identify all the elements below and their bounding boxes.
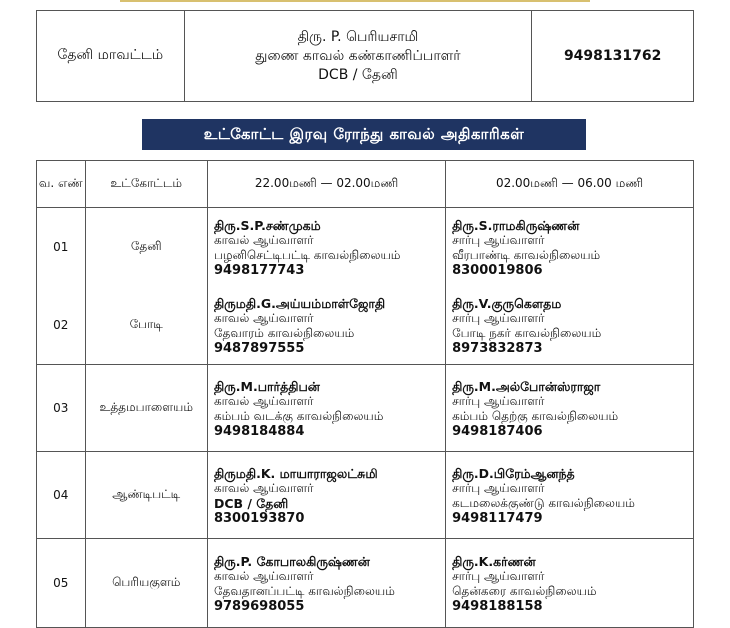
shift2-officer [446, 539, 694, 628]
officer-station: போடி நகர் காவல்நிலையம் [452, 326, 602, 340]
officer-station: கம்பம் தெற்கு காவல்நிலையம் [452, 409, 619, 423]
serial-no: 05 [37, 539, 86, 628]
officer-station: கம்பம் வடக்கு காவல்நிலையம் [213, 409, 384, 423]
officer-station: பழனிசெட்டிபட்டி காவல்நிலையம் [213, 248, 401, 262]
shift2-officer [446, 365, 694, 452]
officer-phone: 9498117479 [452, 511, 543, 527]
subdivision-name: உத்தமபாளையம் [85, 365, 207, 452]
officer-name: திரு. P. பெரியசாமி [297, 28, 419, 45]
table-row [37, 539, 694, 628]
table-row [37, 286, 694, 365]
officer-phone: 9498187406 [452, 424, 543, 440]
section-banner: உட்கோட்ட இரவு ரோந்து காவல் அதிகாரிகள் [142, 119, 586, 150]
officer-rank: சார்பு ஆய்வாளர் [452, 393, 545, 408]
serial-no: 02 [37, 286, 86, 365]
officer-name: திருமதி.K. மாயாராஜலட்சுமி [213, 465, 378, 481]
shift2-officer [446, 452, 694, 539]
officer-designation: துணை காவல் கண்காணிப்பாளர் [255, 47, 461, 64]
officer-unit: DCB / தேனி [318, 66, 398, 83]
officer-rank: சார்பு ஆய்வாளர் [452, 232, 545, 247]
district-officer-cell [184, 11, 532, 102]
shift1-officer [207, 452, 445, 539]
serial-no: 01 [37, 208, 86, 287]
officer-phone: 9789698055 [213, 599, 305, 615]
district-officer-table [36, 10, 694, 102]
table-header-row [37, 161, 694, 208]
table-row [37, 208, 694, 287]
district-name: தேனி மாவட்டம் [37, 11, 185, 102]
officer-rank: சார்பு ஆய்வாளர் [452, 568, 545, 583]
officer-rank: காவல் ஆய்வாளர் [213, 480, 314, 495]
subdivision-name: ஆண்டிபட்டி [85, 452, 207, 539]
officer-phone: 9487897555 [213, 341, 305, 357]
officer-phone: 8973832873 [452, 341, 543, 357]
district-officer-row [37, 11, 694, 102]
officer-name: திருமதி.G.அய்யம்மாள்ஜோதி [213, 295, 386, 311]
header-shift-2: 02.00மணி — 06.00 மணி [446, 161, 694, 208]
header-serial-no: வ. எண் [37, 161, 86, 208]
officer-station: தென்கரை காவல்நிலையம் [452, 584, 597, 598]
shift1-officer [207, 286, 445, 365]
shift2-officer [446, 208, 694, 287]
officer-name: திரு.M.அல்போன்ஸ்ராஜா [452, 378, 601, 394]
officer-rank: காவல் ஆய்வாளர் [213, 568, 314, 583]
officer-station: கடமலைக்குண்டு காவல்நிலையம் [452, 496, 635, 510]
table-row [37, 365, 694, 452]
officer-phone: 9498188158 [452, 599, 543, 615]
officer-station: DCB / தேனி [213, 496, 289, 511]
officer-name: திரு.P. கோபாலகிருஷ்ணன் [213, 553, 370, 569]
subdivision-name: தேனி [85, 208, 207, 287]
officer-rank: காவல் ஆய்வாளர் [213, 393, 314, 408]
subdivision-name: பெரியகுளம் [85, 539, 207, 628]
officer-station: தேவாரம் காவல்நிலையம் [213, 326, 355, 340]
shift1-officer [207, 208, 445, 287]
officer-name: திரு.S.P.சண்முகம் [213, 217, 321, 233]
officer-phone: 9498184884 [213, 424, 305, 440]
officer-rank: காவல் ஆய்வாளர் [213, 310, 314, 325]
officer-name: திரு.D.பிரேம்ஆனந்த் [452, 465, 575, 481]
officer-rank: காவல் ஆய்வாளர் [213, 232, 314, 247]
shift1-officer [207, 365, 445, 452]
officer-rank: சார்பு ஆய்வாளர் [452, 310, 545, 325]
officer-phone: 9498177743 [213, 263, 305, 279]
subdivision-name: போடி [85, 286, 207, 365]
officer-station: தேவதானப்பட்டி காவல்நிலையம் [213, 584, 395, 598]
serial-no: 04 [37, 452, 86, 539]
officer-name: திரு.K.கர்ணன் [452, 553, 536, 569]
officer-name: திரு.M.பார்த்திபன் [213, 378, 320, 394]
shift2-officer [446, 286, 694, 365]
top-divider-line [120, 0, 590, 2]
serial-no: 03 [37, 365, 86, 452]
table-row [37, 452, 694, 539]
shift1-officer [207, 539, 445, 628]
officer-phone: 8300193870 [213, 511, 305, 527]
officer-phone: 9498131762 [532, 11, 694, 102]
officer-rank: சார்பு ஆய்வாளர் [452, 480, 545, 495]
officer-name: திரு.V.குருகௌதம [452, 295, 562, 311]
officer-station: வீரபாண்டி காவல்நிலையம் [452, 248, 601, 262]
night-patrol-table [36, 160, 694, 628]
header-subdivision: உட்கோட்டம் [85, 161, 207, 208]
officer-phone: 8300019806 [452, 263, 543, 279]
officer-name: திரு.S.ராமகிருஷ்ணன் [452, 217, 580, 233]
header-shift-1: 22.00மணி — 02.00மணி [207, 161, 445, 208]
